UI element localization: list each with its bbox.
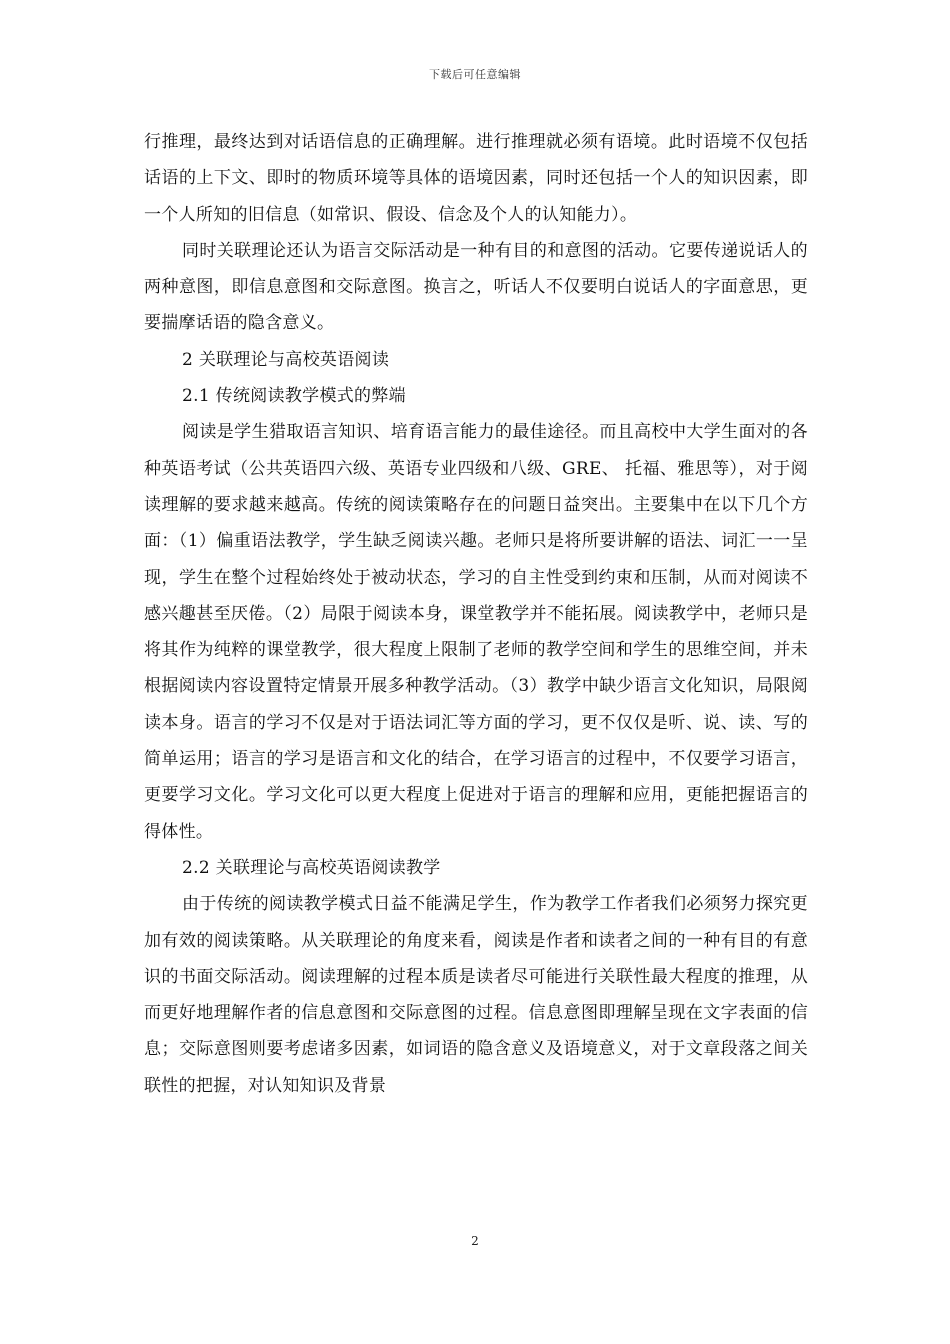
section-heading-2: 2 关联理论与高校英语阅读 — [182, 349, 390, 370]
subsection-heading-2-2: 2.2 关联理论与高校英语阅读教学 — [182, 857, 441, 878]
paragraph-relevance-teaching: 由于传统的阅读教学模式日益不能满足学生，作为教学工作者我们必须努力探究更加有效的阅读策略。从关联理论的角度来看，阅读是作者和读者之间的一种有目的有意识的书面交际活动。阅读理解的过程本质是读者尽可能进行关联性最大程度的推理，从而更好地理解作者的信息意图和交际意图的过程。信息意图即理解呈现在文字表面的信息；交际意图则要考虑诸多因素，如词语的隐含意义及语境意义，对于文章段落之间关联性的把握，对认知知识及背景 — [144, 894, 808, 1096]
paragraph-traditional-drawbacks: 阅读是学生猎取语言知识、培育语言能力的最佳途径。而且高校中大学生面对的各种英语考试（公共英语四六级、英语专业四级和八级、GRE、 托福、雅思等），对于阅读理解的要求越来越高。传统的阅读策略存在的问题日益突出。主要集中在以下几个方面：（1）偏重语法教学，学生缺乏阅读兴趣。老师只是将所要讲解的语法、词汇一一呈现，学生在整个过程始终处于被动状态，学习的自主性受到约束和压制，从而对阅读不感兴趣甚至厌倦。（2）局限于阅读本身，课堂教学并不能拓展。阅读教学中，老师只是将其作为纯粹的课堂教学，很大程度上限制了老师的教学空间和学生的思维空间，并未根据阅读内容设置特定情景开展多种教学活动。（3）教学中缺少语言文化知识，局限阅读本身。语言的学习不仅是对于语法词汇等方面的学习，更不仅仅是听、说、读、写的简单运用；语言的学习是语言和文化的结合，在学习语言的过程中，不仅要学习语言，更要学习文化。学习文化可以更大程度上促进对于语言的理解和应用，更能把握语言的得体性。 — [144, 422, 808, 842]
document-body — [144, 124, 808, 1104]
paragraph-relevance-intent: 同时关联理论还认为语言交际活动是一种有目的和意图的活动。它要传递说话人的两种意图，即信息意图和交际意图。换言之，听话人不仅要明白说话人的字面意思，更要揣摩话语的隐含意义。 — [144, 240, 808, 334]
subsection-heading-2-1: 2.1 传统阅读教学模式的弊端 — [182, 386, 406, 407]
paragraph-continuation: 行推理，最终达到对话语信息的正确理解。进行推理就必须有语境。此时语境不仅包括话语的上下文、即时的物质环境等具体的语境因素，同时还包括一个人的知识因素，即一个人所知的旧信息（如常识、假设、信念及个人的认知能力）。 — [144, 132, 808, 225]
page-number: 2 — [471, 1234, 479, 1248]
page-header: 下载后可任意编辑 — [429, 68, 521, 81]
